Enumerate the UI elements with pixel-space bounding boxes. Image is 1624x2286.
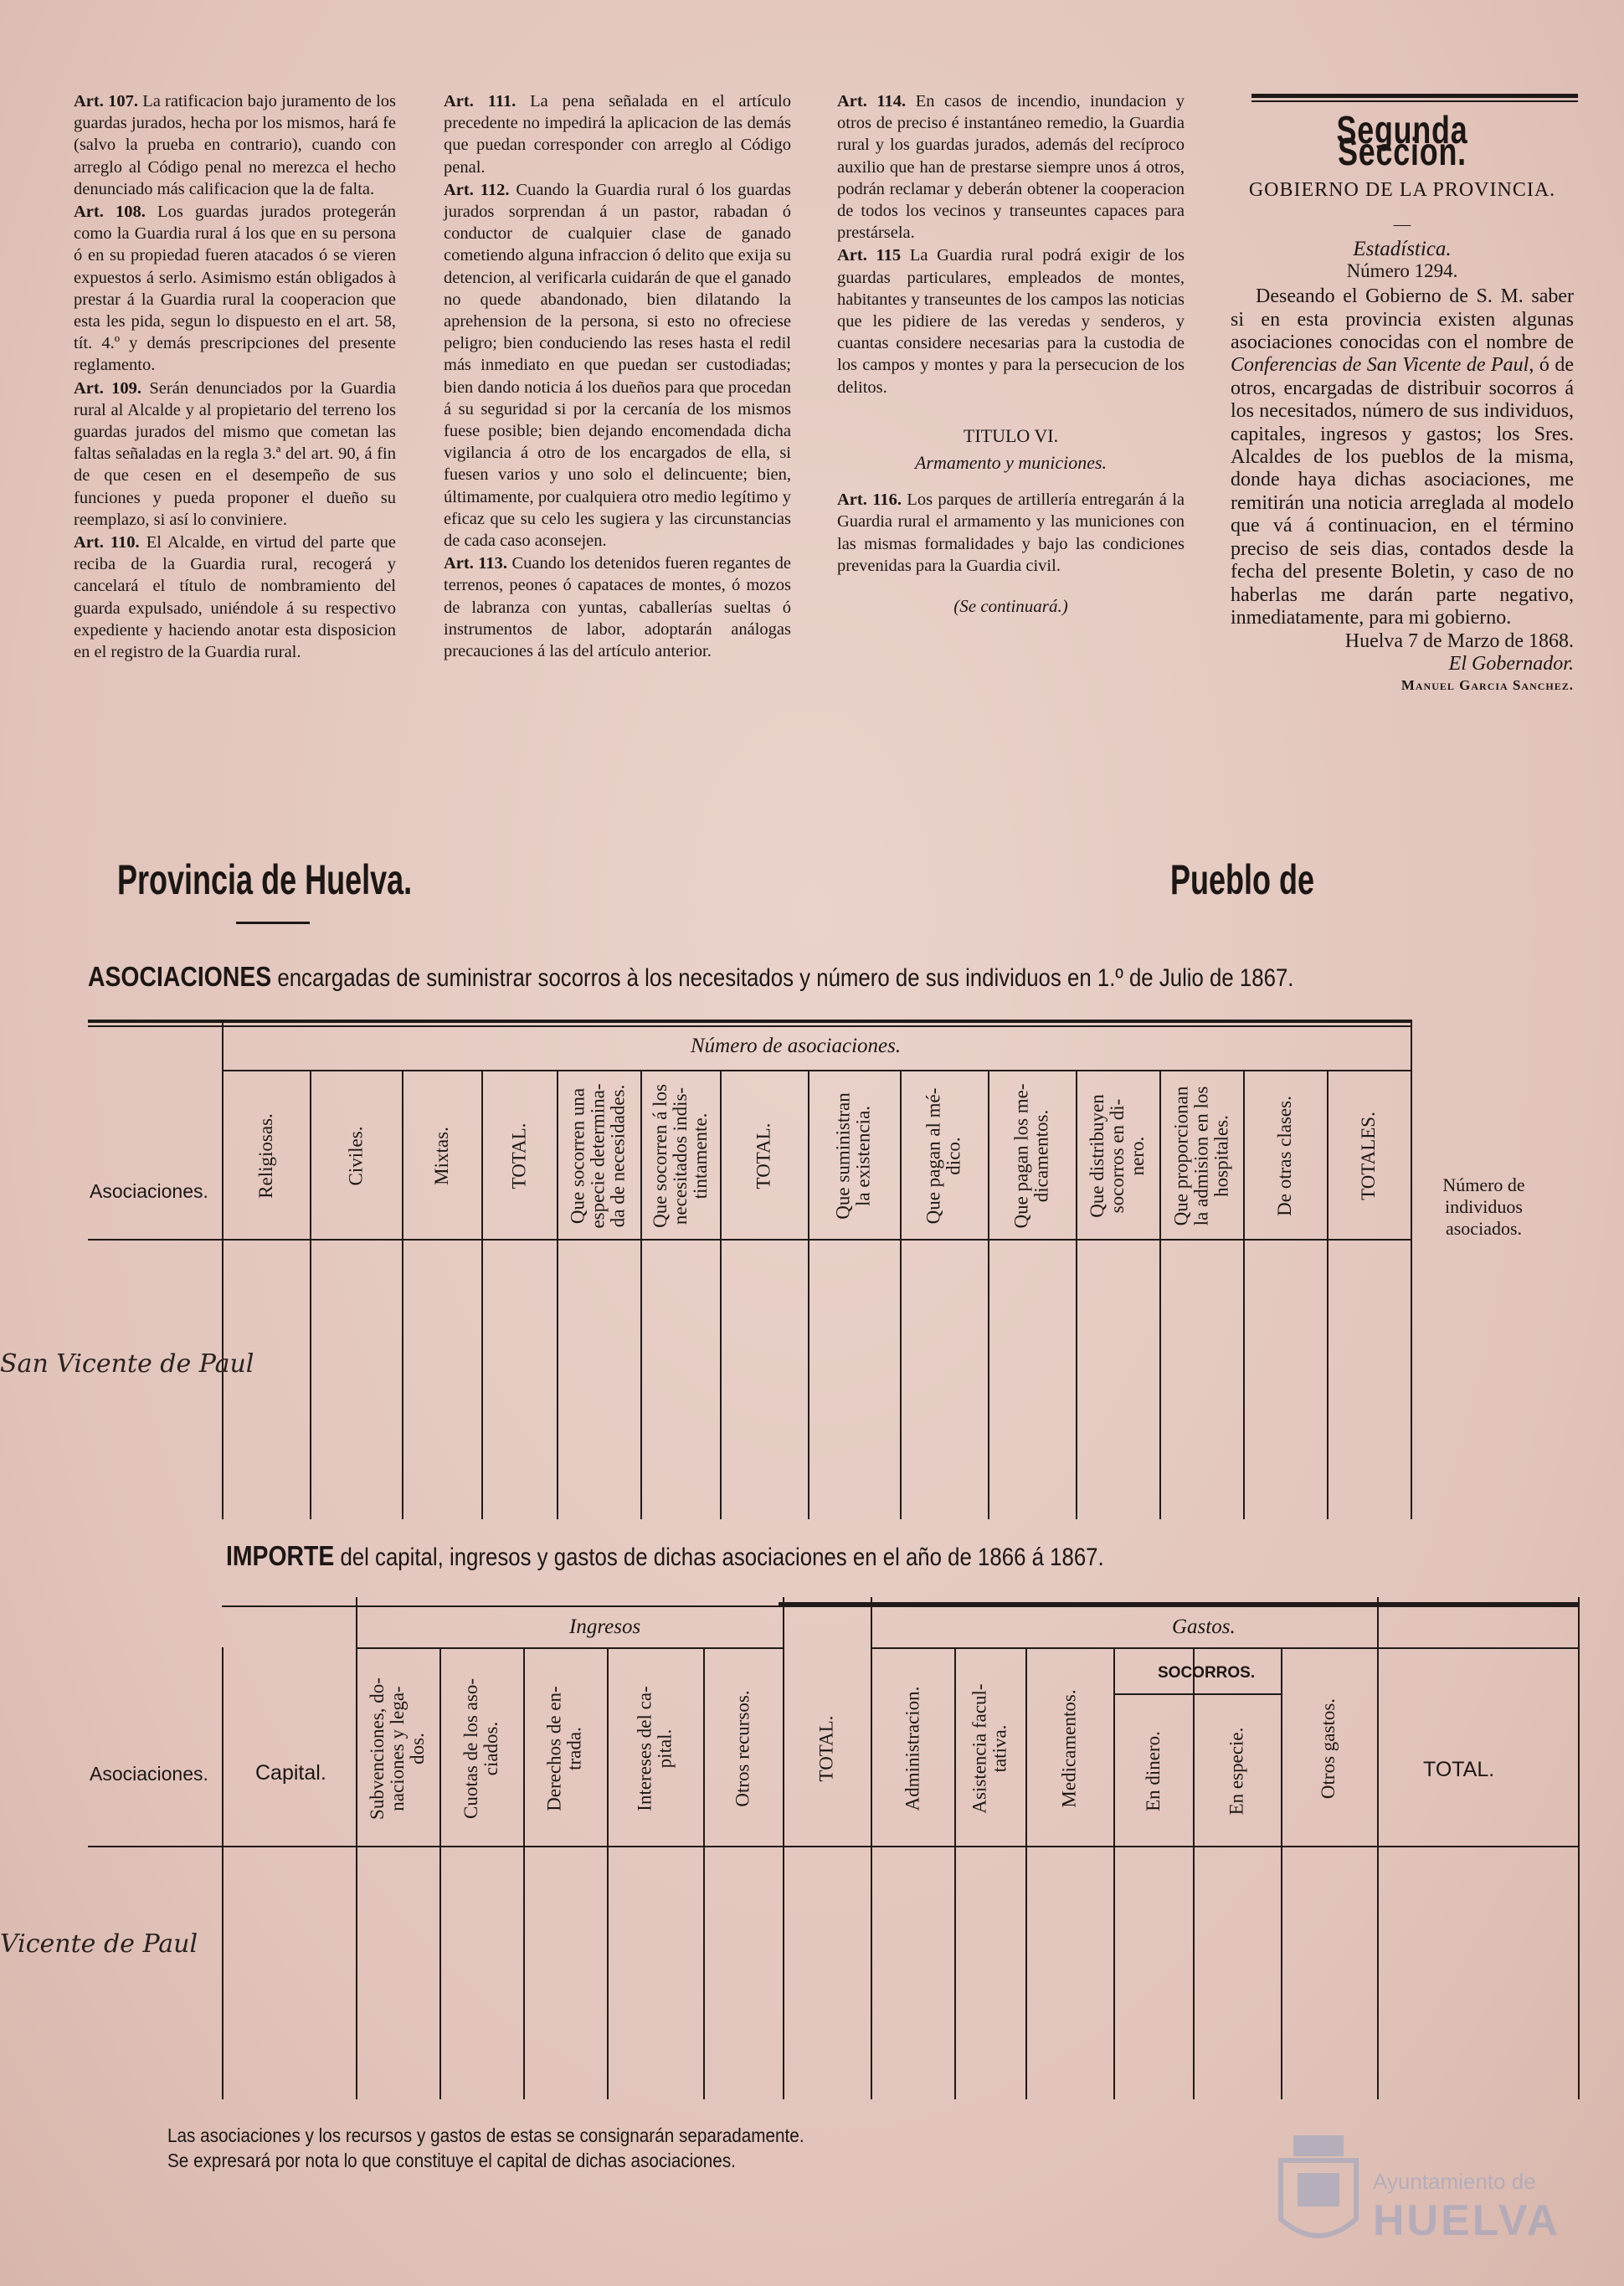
table-hline xyxy=(779,1602,1578,1605)
continuara: (Se continuará.) xyxy=(953,596,1068,617)
column-header-individuos: Número de individuos asociados. xyxy=(1442,1174,1525,1239)
dash: — xyxy=(1393,214,1411,234)
column-header xyxy=(1243,1073,1327,1239)
article: Art. 115 La Guardia rural podrá exigir de los guardas particulares, empleados de montes, habitantes y transeuntes de los campos las noticias que les pidiere de las veredas y senderos, y cuantas considere necesarias para la custodia de los campos y montes y para la persecucion de los delitos. xyxy=(837,246,1185,397)
column-header xyxy=(402,1073,481,1239)
column-header-gastos xyxy=(1193,1696,1281,1846)
column-header-label: Que pagan los me- dicamentos. xyxy=(1010,1083,1052,1229)
handwritten-entry: Vicente de Paul xyxy=(0,1929,198,1959)
titulo-heading: TITULO VI. xyxy=(963,424,1059,446)
group-gastos: Gastos. xyxy=(1172,1616,1236,1638)
column-header-gastos-label: Administracion. xyxy=(902,1686,922,1811)
column-header-label: Que suministran la existencia. xyxy=(833,1092,874,1220)
column-header-gastos xyxy=(1113,1696,1193,1846)
column-header xyxy=(640,1073,720,1239)
column-1 xyxy=(74,90,396,664)
column-header-label: Civiles. xyxy=(344,1126,366,1186)
article: Art. 110. El Alcalde, en virtud del parte que reciba de la Guardia rural, recogerá y cancelará el título de nombramiento del guarda expulsado, uniéndole á su respectivo expediente y haciendo anotar esta disposicion en el registro de la Guardia rural. xyxy=(74,533,396,662)
article: Art. 109. Serán denunciados por la Guardia rural al Alcalde y al propietario del terreno los guardas jurados del mismo que cometan las faltas señaladas en la regla 3.ª del art. 90, á fin de que cesen en el desempeño de sus funciones y pueda proponer el dueño su reemplazo, si así lo conviniere. xyxy=(74,378,396,529)
note-2: Se expresará por nota lo que constituye el capital de dichas asociaciones. xyxy=(167,2150,736,2171)
column-header xyxy=(557,1073,640,1239)
table1-title: ASOCIACIONES encargadas de suministrar socorros à los necesitados y número de sus individuos en 1.º de Julio de 1867. xyxy=(88,961,1294,992)
estadistica: Estadística. xyxy=(1353,237,1452,260)
column-header-label: Que socorren á los necesitados indis- tintamente. xyxy=(649,1084,711,1228)
column-header-gastos xyxy=(871,1651,954,1846)
table-vline xyxy=(1578,1597,1580,2099)
table-hline xyxy=(88,1020,1411,1023)
watermark-logo xyxy=(1272,2127,1591,2261)
table-hline xyxy=(871,1647,1578,1649)
column-header-label: TOTAL. xyxy=(753,1122,774,1189)
handwritten-entry: San Vicente de Paul xyxy=(0,1349,254,1379)
article: Art. 107. La ratificacion bajo juramento de los guardas jurados, hecha por los mismos, hará fe (salvo la prueba en contrario), cuando con arreglo al Código penal no merezca el hecho denunciado más calificacion que la de falta. xyxy=(74,92,396,198)
table-vline xyxy=(222,1647,224,2099)
gobierno-heading: GOBIERNO DE LA PROVINCIA. xyxy=(1248,179,1556,202)
column-header-gastos-label: Asistencia facul- tativa. xyxy=(969,1682,1010,1814)
numero: Número 1294. xyxy=(1346,260,1458,282)
crest-icon xyxy=(1272,2127,1364,2253)
section-title: Segunda Seccion. xyxy=(1336,108,1468,174)
date: Huelva 7 de Marzo de 1868. xyxy=(1344,630,1574,653)
column-header-ingresos xyxy=(607,1651,703,1846)
column-header xyxy=(1159,1073,1243,1239)
column-4 xyxy=(1231,110,1574,696)
column-header-gastos-label: Medicamentos. xyxy=(1058,1688,1080,1808)
provincia-heading: Provincia de Huelva. xyxy=(117,856,413,903)
column-header-ingresos-label: Otros recursos. xyxy=(732,1689,753,1807)
article: Art. 113. Cuando los detenidos fueren regantes de terrenos, peones ó capataces de montes, ó mozos de labranza con yuntas, caballerías sueltas ó instrumentos de labor, adoptarán análogas precauciones á las del artículo anterior. xyxy=(444,554,791,661)
column-header-gastos xyxy=(1281,1651,1377,1846)
column-header-label: Que proporcionan la admision en los hospitales. xyxy=(1170,1086,1232,1226)
governor: El Gobernador. xyxy=(1448,652,1574,675)
governor-name: Manuel Garcia Sanchez. xyxy=(1400,676,1574,693)
column-header-ingresos-label: Subvenciones, do- naciones y lega- dos. xyxy=(367,1677,429,1820)
column-header-ingresos xyxy=(439,1651,523,1846)
column-header xyxy=(808,1073,900,1239)
column-header-label: De otras clases. xyxy=(1274,1096,1296,1216)
column-header-ingresos xyxy=(356,1651,439,1846)
column-3 xyxy=(837,90,1185,617)
column-header-label: TOTAL. xyxy=(508,1122,529,1189)
row-header-asociaciones: Asociaciones. xyxy=(90,1180,208,1202)
article: Art. 111. La pena señalada en el artículo precedente no impedirá la aplicacion de las demás que puedan corresponder con arreglo al Código penal. xyxy=(444,92,791,177)
column-header xyxy=(1076,1073,1159,1239)
column-header xyxy=(900,1073,988,1239)
table-hline xyxy=(1113,1693,1281,1695)
column-header-gastos-label: En especie. xyxy=(1226,1727,1247,1815)
article: Art. 112. Cuando la Guardia rural ó los guardas jurados sorprendan á un pastor, rabadan ó conductor de cualquier clase de ganado cometiendo alguna infraccion ó delito que exija su detencion, al verificarla cuidarán de que el ganado no quede abandonado, bien dilatando la aprehension de la persona, si esto no ofreciese peligro; bien conduciendo las reses hasta el redil más inmediato en que puedan ser custodiadas; bien dando noticia á los dueños para que procedan á su seguridad si por la cercanía de los mismos fuese posible; bien dejando encomendada dicha vigilancia á otro de los encargados de ella, si fuesen varios y uno solo el delincuente; bien, últimamente, por cualquiera otro medio legítimo y eficaz que su celo les sugiera y las circunstancias de cada caso aconsejen. xyxy=(444,180,791,551)
article: Art. 108. Los guardas jurados protegerán como la Guardia rural á los que en su persona ó en su propiedad fueren atacados ó se vieren expuestos á serlo. Asimismo están obligados à prestar á la Guardia rural la cooperacion que esta les pida, segun lo dispuesto en el art. 58, tít. 4.º y demás prescripciones del presente reglamento. xyxy=(74,203,397,375)
column-header-label: Que socorren una especie determina- da de necesidades. xyxy=(568,1083,630,1229)
section-body: Deseando el Gobierno de S. M. saber si en esta provincia existen algunas asociaciones conocidas con el nombre de Conferencias de San Vicente de Paul, ó de otros, encargadas de distribuir socorros á los necesitados, número de sus individuos, capitales, ingresos y gastos; los Sres. Alcaldes de los pueblos de la misma, donde haya dichas asociaciones, me remitirán una noticia arreglada al modelo que vá á continuacion, en el término preciso de seis dias, contados desde la fecha del presente Boletin, y caso de no haberlas me darán parte negativo, inmediatamente, para mi gobierno. xyxy=(1231,285,1574,629)
table-vline xyxy=(1377,1597,1379,2099)
titulo-subheading: Armamento y municiones. xyxy=(914,452,1108,474)
column-header xyxy=(988,1073,1076,1239)
column-header xyxy=(720,1073,808,1239)
column-header-ingresos-label: TOTAL. xyxy=(815,1715,837,1781)
table-hline xyxy=(356,1647,783,1649)
table-hline xyxy=(88,1025,1411,1027)
column-header-gastos xyxy=(1025,1651,1113,1846)
column-header-gastos xyxy=(954,1651,1025,1846)
table-vline xyxy=(1411,1020,1412,1519)
table-hline xyxy=(88,1846,1578,1847)
column-header-label: Mixtas. xyxy=(430,1127,452,1185)
column-header-label: TOTALES. xyxy=(1358,1112,1380,1200)
column-header-ingresos xyxy=(703,1651,783,1846)
column-header xyxy=(310,1073,402,1239)
column-header-total: TOTAL. xyxy=(1423,1758,1495,1781)
column-header xyxy=(1327,1073,1411,1239)
watermark-line2: HUELVA xyxy=(1373,2196,1561,2245)
watermark-line1: Ayuntamiento de xyxy=(1373,2169,1536,2194)
column-header-gastos-label: Otros gastos. xyxy=(1318,1698,1339,1799)
table-hline xyxy=(222,1070,1411,1071)
table-hline xyxy=(88,1239,1411,1241)
column-header-ingresos-label: Cuotas de los aso- ciados. xyxy=(460,1677,502,1819)
column-2 xyxy=(444,90,791,663)
article: Art. 114. En casos de incendio, inundacion y otros de preciso é instantáneo remedio, la Guardia rural y los guardas jurados, además del recíproco auxilio que han de prestarse siempre unos á otros, podrán reclamar y deberán obtener la cooperacion de todos los vecinos y transeuntes capaces para prestársela. xyxy=(837,92,1185,243)
column-header-capital: Capital. xyxy=(255,1761,326,1785)
rule xyxy=(236,922,310,924)
pueblo-heading: Pueblo de xyxy=(1170,856,1315,903)
column-header xyxy=(481,1073,557,1239)
column-header-ingresos xyxy=(523,1651,607,1846)
group-socorros: SOCORROS. xyxy=(1158,1664,1256,1682)
column-header-ingresos-label: Intereses del ca- pital. xyxy=(634,1685,676,1811)
rule xyxy=(1251,100,1578,102)
table2-title: IMPORTE del capital, ingresos y gastos de dichas asociaciones en el año de 1866 á 1867. xyxy=(226,1540,1104,1571)
table-hline xyxy=(222,1605,1578,1607)
column-header-ingresos xyxy=(783,1651,871,1846)
group-numero-asociaciones: Número de asociaciones. xyxy=(691,1035,902,1057)
column-header xyxy=(222,1073,310,1239)
article: Art. 116. Los parques de artillería entregarán á la Guardia rural el armamento y las municiones con las mismas formalidades y bajo las condiciones prevenidas para la Guardia civil. xyxy=(837,491,1185,575)
row-header-asociaciones: Asociaciones. xyxy=(90,1763,208,1785)
note-1: Las asociaciones y los recursos y gastos de estas se consignarán separadamente. xyxy=(167,2124,804,2146)
group-ingresos: Ingresos xyxy=(569,1616,641,1638)
rule xyxy=(1251,94,1578,98)
column-header-label: Religiosas. xyxy=(254,1113,276,1199)
column-header-ingresos-label: Derechos de en- trada. xyxy=(544,1685,586,1811)
column-header-label: Que pagan al mé- dico. xyxy=(922,1087,964,1225)
column-header-gastos-label: En dinero. xyxy=(1142,1730,1164,1811)
column-header-label: Que distribuyen socorros en di- nero. xyxy=(1087,1094,1148,1218)
